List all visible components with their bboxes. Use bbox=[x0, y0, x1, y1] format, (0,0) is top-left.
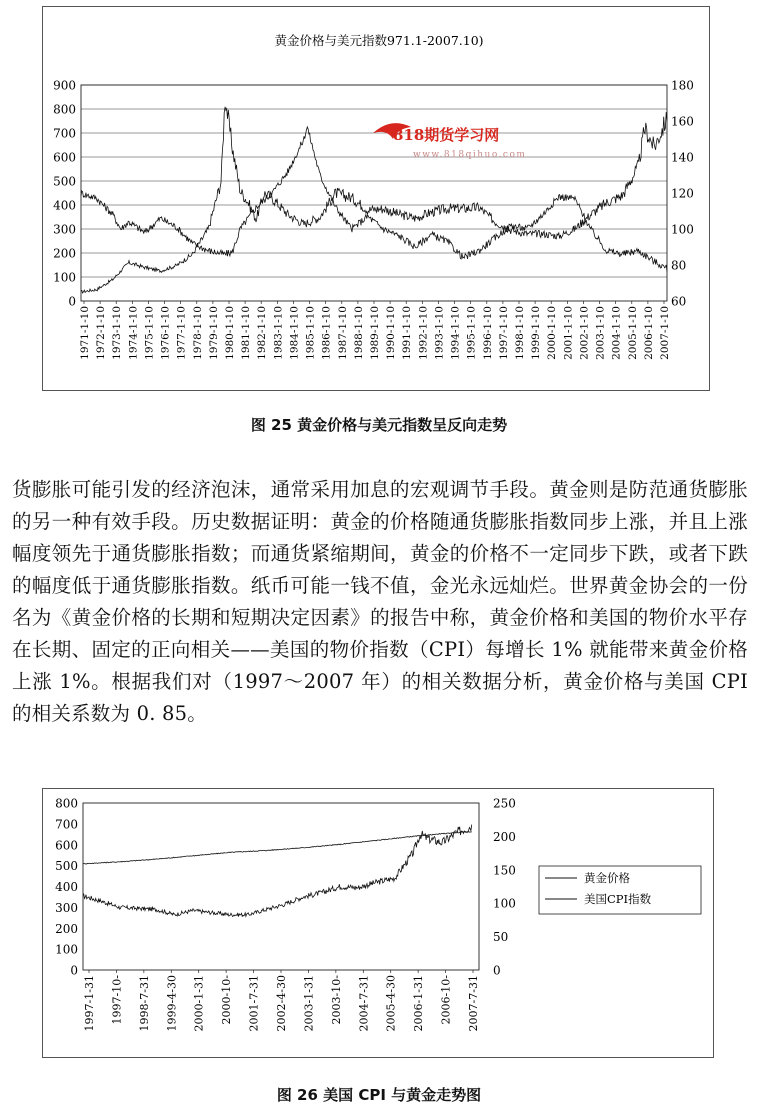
y-right-tick-label: 100 bbox=[671, 222, 694, 237]
x-tick-label: 1977-1-10 bbox=[175, 306, 188, 360]
y-right-tick-label: 160 bbox=[671, 114, 694, 129]
chart-25 bbox=[43, 7, 709, 390]
y-left-tick-label: 600 bbox=[55, 838, 78, 853]
y-left-tick-label: 0 bbox=[70, 963, 78, 978]
x-tick-label: 2006-10- bbox=[439, 975, 453, 1025]
x-tick-label: 2000-1-10 bbox=[546, 306, 559, 360]
x-tick-label: 1996-1-10 bbox=[481, 306, 494, 360]
x-tick-label: 1975-1-10 bbox=[143, 306, 156, 360]
x-tick-label: 2000-1-31 bbox=[192, 975, 206, 1032]
figure-26-caption: 图 26 美国 CPI 与黄金走势图 bbox=[276, 1086, 482, 1104]
x-tick-label: 1978-1-10 bbox=[191, 306, 204, 360]
x-tick-label: 1993-1-10 bbox=[433, 306, 446, 360]
x-tick-label: 2007-7-31 bbox=[467, 975, 480, 1032]
y-left-tick-label: 100 bbox=[53, 270, 76, 285]
x-tick-label: 1985-1-10 bbox=[304, 306, 317, 360]
x-tick-label: 1979-1-10 bbox=[207, 306, 220, 360]
x-tick-label: 2006-1-31 bbox=[412, 975, 426, 1032]
x-tick-label: 1989-1-10 bbox=[369, 306, 381, 360]
x-tick-label: 2003-1-10 bbox=[594, 306, 607, 360]
x-tick-label: 2005-4-30 bbox=[384, 975, 398, 1032]
y-right-tick-label: 80 bbox=[671, 258, 687, 273]
x-tick-label: 2007-1-10 bbox=[659, 306, 671, 360]
body-paragraph: 货膨胀可能引发的经济泡沫，通常采用加息的宏观调节手段。黄金则是防范通货膨胀的另一种有效手段。历史数据证明：黄金的价格随通货膨胀指数同步上涨，并且上涨幅度领先于通货膨胀指数；而通货紧缩期间，黄金的价格不一定同步下跌，或者下跌的幅度低于通货膨胀指数。纸币可能一钱不值，金光永远灿烂。世界黄金协会的一份名为《黄金价格的长期和短期决定因素》的报告中称，黄金价格和美国的物价水平存在长期、固定的正向相关——美国的物价指数（CPI）每增长 1% 就能带来黄金价格上涨 1%。根据我们对（1997～2007 年）的相关数据分析，黄金价格与美国 CPI 的相关系数为 0. 85。 bbox=[12, 478, 748, 725]
y-right-tick-label: 120 bbox=[671, 186, 694, 201]
x-tick-label: 1983-1-10 bbox=[272, 306, 285, 360]
figure-26 bbox=[42, 788, 714, 1058]
x-tick-label: 1988-1-10 bbox=[352, 306, 365, 360]
x-tick-label: 1998-1-10 bbox=[514, 306, 526, 360]
y-left-tick-label: 100 bbox=[55, 942, 78, 957]
y-left-tick-label: 500 bbox=[53, 174, 76, 189]
y-right-tick-label: 180 bbox=[671, 78, 694, 93]
y-left-tick-label: 900 bbox=[53, 78, 76, 93]
chart-26 bbox=[43, 789, 713, 1057]
legend-gold-label: 黄金价格 bbox=[584, 871, 630, 885]
x-tick-label: 2002-1-10 bbox=[578, 306, 591, 360]
y-right-tick-label: 250 bbox=[493, 796, 516, 811]
x-tick-label: 1987-1-10 bbox=[336, 306, 349, 360]
x-tick-label: 1997-10- bbox=[110, 975, 124, 1025]
x-tick-label: 1991-1-10 bbox=[401, 306, 414, 360]
x-tick-label: 1980-1-10 bbox=[224, 306, 236, 360]
chart-25-title: 黄金价格与美元指数971.1-2007.10) bbox=[274, 33, 484, 48]
y-left-tick-label: 400 bbox=[55, 880, 78, 894]
x-tick-label: 1976-1-10 bbox=[159, 306, 172, 360]
x-tick-label: 2003-10- bbox=[329, 975, 343, 1025]
watermark-text: 818期货学习网 bbox=[393, 126, 500, 144]
y-right-tick-label: 200 bbox=[493, 829, 516, 844]
figure-25 bbox=[42, 6, 710, 391]
y-left-tick-label: 400 bbox=[53, 198, 76, 213]
watermark bbox=[373, 123, 526, 160]
y-left-tick-label: 600 bbox=[53, 150, 76, 165]
y-left-tick-label: 300 bbox=[55, 900, 78, 915]
x-tick-label: 1997-1-31 bbox=[83, 975, 96, 1032]
y-left-tick-label: 700 bbox=[55, 817, 78, 832]
x-tick-label: 2001-7-31 bbox=[247, 975, 261, 1032]
x-tick-label: 1984-1-10 bbox=[288, 306, 301, 360]
y-left-tick-label: 800 bbox=[53, 102, 76, 117]
x-tick-label: 1994-1-10 bbox=[449, 306, 462, 360]
x-tick-label: 2002-4-30 bbox=[275, 975, 288, 1032]
x-tick-label: 1999-1-10 bbox=[530, 305, 543, 360]
x-tick-label: 1973-1-10 bbox=[111, 306, 124, 360]
y-left-tick-label: 200 bbox=[55, 921, 78, 936]
y-left-tick-label: 200 bbox=[53, 246, 76, 261]
x-tick-label: 1972-1-10 bbox=[95, 306, 108, 360]
y-left-tick-label: 300 bbox=[53, 222, 76, 237]
watermark-url: www.818qihuo.com bbox=[413, 150, 527, 160]
x-tick-label: 1971-1-10 bbox=[79, 306, 91, 360]
x-tick-label: 1981-1-10 bbox=[240, 306, 253, 360]
x-tick-label: 2004-1-10 bbox=[610, 306, 623, 360]
figure-25-caption: 图 25 黄金价格与美元指数呈反向走势 bbox=[250, 416, 508, 434]
x-tick-label: 2004-7-31 bbox=[357, 975, 371, 1032]
plot-frame bbox=[83, 803, 479, 970]
y-right-tick-label: 60 bbox=[671, 294, 687, 309]
x-tick-label: 1998-7-31 bbox=[137, 975, 151, 1032]
x-tick-label: 1999-4-30 bbox=[165, 975, 179, 1032]
chart-26-legend bbox=[539, 866, 701, 914]
y-right-tick-label: 50 bbox=[493, 930, 509, 945]
y-right-tick-label: 150 bbox=[493, 863, 516, 878]
x-tick-label: 2000-10- bbox=[220, 975, 234, 1025]
y-right-tick-label: 0 bbox=[493, 963, 501, 978]
x-tick-label: 1997-1-10 bbox=[497, 306, 510, 360]
series-line-right-axis bbox=[81, 127, 667, 272]
series-line bbox=[83, 832, 472, 865]
series-line bbox=[83, 825, 472, 917]
x-tick-label: 2003-1-31 bbox=[302, 975, 316, 1032]
x-tick-label: 1990-1-10 bbox=[385, 306, 398, 360]
y-right-tick-label: 140 bbox=[671, 150, 694, 165]
x-tick-label: 2005-1-10 bbox=[626, 306, 639, 360]
x-tick-label: 2006-1-10 bbox=[642, 306, 655, 360]
legend-cpi-label: 美国CPI指数 bbox=[584, 892, 652, 906]
y-left-tick-label: 700 bbox=[53, 126, 76, 141]
y-right-tick-label: 100 bbox=[493, 896, 516, 911]
x-tick-label: 1992-1-10 bbox=[417, 306, 430, 360]
series-line-left-axis bbox=[81, 107, 667, 293]
x-tick-label: 1974-1-10 bbox=[127, 306, 140, 360]
y-left-tick-label: 500 bbox=[55, 859, 78, 874]
y-left-tick-label: 0 bbox=[68, 294, 76, 309]
x-tick-label: 2001-1-10 bbox=[562, 306, 575, 360]
x-tick-label: 1986-1-10 bbox=[320, 306, 333, 360]
y-left-tick-label: 800 bbox=[55, 796, 78, 811]
x-tick-label: 1995-1-10 bbox=[465, 306, 478, 360]
x-tick-label: 1982-1-10 bbox=[256, 306, 269, 360]
